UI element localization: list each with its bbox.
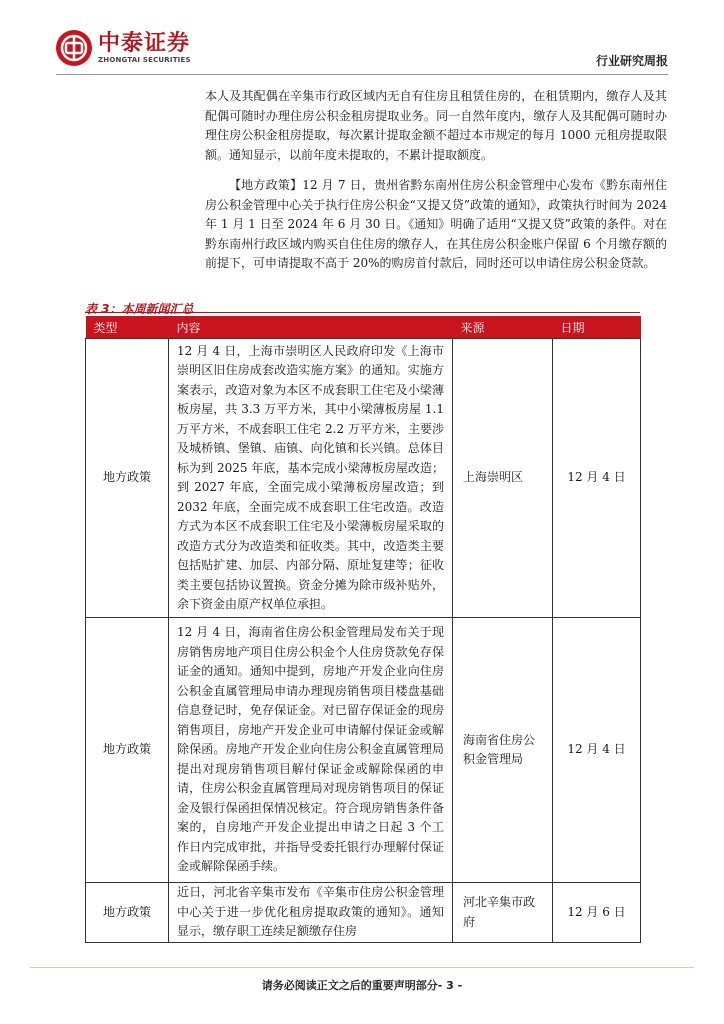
- logo-english-name: ZHONGTAI SECURITIES: [98, 55, 191, 64]
- table-header-row: [86, 316, 641, 339]
- row-type: 地方政策: [86, 883, 169, 943]
- footer-divider: [30, 967, 694, 968]
- company-logo: [56, 30, 191, 66]
- row-type: 地方政策: [86, 618, 169, 883]
- row-source: 河北辛集市政府: [453, 883, 553, 943]
- body-paragraph-2: 【地方政策】12 月 7 日，贵州省黔东南州住房公积金管理中心发布《黔东南州住房公积金管理中心关于执行住房公积金“又提又贷”政策的通知》，政策执行时间为 2024 年 1 月 1 日至 2024 年 6 月 30 日。《通知》明确了适用“又提又贷”政策的条件。对在黔东南州行政区域内购买自住住房的缴存人，在其住房公积金账户保留 6 个月缴存额的前提下，可申请提取不高于 20%的购房首付款后，同时还可以申请住房公积金贷款。: [205, 178, 667, 270]
- zhongtai-logo-icon: [56, 30, 92, 66]
- row-date: 12 月 4 日: [553, 618, 641, 883]
- footer-disclaimer: 请务必阅读正文之后的重要声明部分- 3 -: [261, 979, 463, 992]
- table-caption: 表 3：本周新闻汇总: [85, 302, 194, 316]
- row-date: 12 月 6 日: [553, 883, 641, 943]
- page-header: [0, 0, 724, 82]
- report-type-label: 行业研究周报: [595, 54, 668, 68]
- row-content: 12 月 4 日，上海市崇明区人民政府印发《上海市崇明区旧住房成套改造实施方案》的通知。实施方案表示，改造对象为本区不成套职工住宅及小梁薄板房屋，共 3.3 万平方米，其中小梁薄板房屋 1.1 万平方米，不成套职工住宅 2.2 万平方米，主要涉及城桥镇、堡镇、庙镇、向化镇和长兴镇。总体目标为到 2025 年底，基本完成小梁薄板房屋改造；到 2027 年底，全面完成小梁薄板房屋改造；到 2032 年底，全面完成不成套职工住宅改造。改造方式为本区不成套职工住宅及小梁薄板房屋采取的改造方式分为改造类和征收类。其中，改造类主要包括贴扩建、加层、内部分隔、原址复建等；征收类主要包括协议置换。资金分摊为除市级补贴外，余下资金由原产权单位承担。: [169, 339, 453, 618]
- row-content: 近日，河北省辛集市发布《辛集市住房公积金管理中心关于进一步优化租房提取政策的通知》。通知显示，缴存职工连续足额缴存住房: [169, 883, 453, 943]
- row-source: 上海崇明区: [453, 339, 553, 618]
- news-summary-table: [85, 316, 641, 943]
- table-top-rule: [85, 312, 640, 313]
- header-type: 类型: [86, 316, 169, 339]
- body-paragraph-1: 本人及其配偶在辛集市行政区域内无自有住房且租赁住房的，在租赁期内，缴存人及其配偶可随时办理住房公积金租房提取业务。同一自然年度内，缴存人及其配偶可随时办理住房公积金租房提取，每次累计提取金额不超过本市规定的每月 1000 元租房提取限额。通知显示，以前年度未提取的，不累计提取额度。: [205, 89, 667, 162]
- table-row: [86, 618, 641, 883]
- header-content: 内容: [169, 316, 453, 339]
- row-date: 12 月 4 日: [553, 339, 641, 618]
- header-source: 来源: [453, 316, 553, 339]
- table-row: [86, 883, 641, 943]
- row-type: 地方政策: [86, 339, 169, 618]
- row-source: 海南省住房公积金管理局: [453, 618, 553, 883]
- logo-chinese-name: 中泰证券: [98, 30, 191, 56]
- row-content: 12 月 4 日，海南省住房公积金管理局发布关于现房销售房地产项目住房公积金个人住房贷款免存保证金的通知。通知中提到，房地产开发企业向住房公积金直属管理局申请办理现房销售项目楼盘基础信息登记时，免存保证金。对已留存保证金的现房销售项目，房地产开发企业可申请解付保证金或解除保函。房地产开发企业向住房公积金直属管理局提出对现房销售项目解付保证金或解除保函的申请，住房公积金直属管理局对现房销售项目的保证金及银行保函担保情况核定。符合现房销售条件备案的，自房地产开发企业提出申请之日起 3 个工作日内完成审批，并指导受委托银行办理解付保证金或解除保函手续。: [169, 618, 453, 883]
- header-divider: [56, 74, 668, 75]
- table-row: [86, 339, 641, 618]
- header-date: 日期: [553, 316, 641, 339]
